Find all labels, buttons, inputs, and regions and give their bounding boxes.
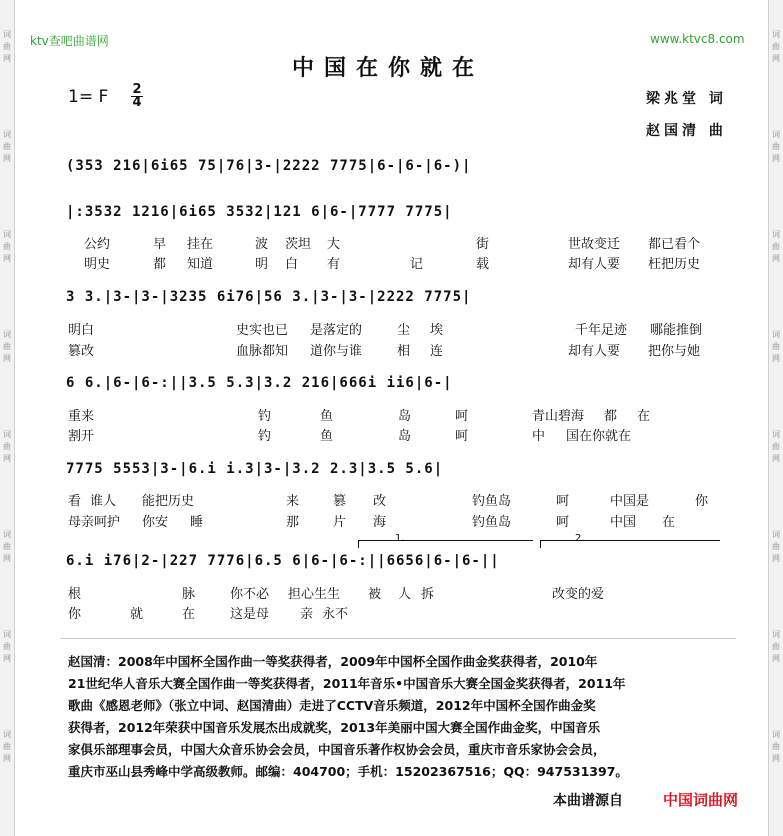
volta-bracket-2 <box>540 540 720 541</box>
volta-bracket-2-leg <box>540 540 541 548</box>
lyric: 明白 <box>68 323 95 338</box>
lyric: 亲 <box>300 607 314 622</box>
source-label: 本曲谱源自 <box>553 793 623 809</box>
lyric: 睡 <box>190 515 204 530</box>
lyric: 都 <box>153 257 167 272</box>
lyric: 改 <box>373 494 387 509</box>
strip-char: 曲 <box>3 642 11 651</box>
bio-line: 赵国清：2008年中国杯全国作曲一等奖获得者，2009年中国杯全国作曲金奖获得者，2010年 <box>68 654 598 669</box>
lyric: 被 <box>368 587 382 602</box>
lyric: 鱼 <box>320 429 334 444</box>
section-divider <box>60 638 736 639</box>
time-signature-bottom: 4 <box>132 95 142 110</box>
lyric: 人 <box>398 587 412 602</box>
strip-char: 曲 <box>772 542 780 551</box>
volta-bracket-1 <box>358 540 533 541</box>
lyric: 鱼 <box>320 409 334 424</box>
lyric: 脉 <box>182 587 196 602</box>
lyric: 呵 <box>455 409 469 424</box>
strip-char: 曲 <box>772 442 780 451</box>
strip-char: 网 <box>772 154 780 163</box>
strip-char: 网 <box>3 654 11 663</box>
lyric: 白 <box>285 257 299 272</box>
notation-line-2: |:3532 1216|6i65 3532|121 6|6-|7777 7775| <box>66 204 453 220</box>
strip-char: 曲 <box>3 242 11 251</box>
lyric: 根 <box>68 587 82 602</box>
lyric: 片 <box>333 515 347 530</box>
strip-char: 网 <box>3 354 11 363</box>
lyric: 枉把历史 <box>648 257 701 272</box>
lyric: 呵 <box>455 429 469 444</box>
lyric: 有 <box>327 257 341 272</box>
lyric: 波 <box>255 237 269 252</box>
strip-char: 词 <box>3 530 11 539</box>
lyric: 担心生生 <box>288 587 341 602</box>
strip-char: 词 <box>772 330 780 339</box>
lyric: 钓鱼岛 <box>472 494 512 509</box>
lyric: 街 <box>476 237 490 252</box>
lyric: 中国是 <box>610 494 650 509</box>
volta-label-1: 1. <box>395 533 405 544</box>
lyric: 钓 <box>258 409 272 424</box>
lyric: 母亲呵护 <box>68 515 121 530</box>
strip-char: 曲 <box>3 42 11 51</box>
bio-line: 歌曲《感恩老师》（张立中词、赵国清曲）走进了CCTV音乐频道，2012年中国杯全国作曲金奖 <box>68 698 596 713</box>
strip-char: 词 <box>3 330 11 339</box>
page-title: 中国在你就在 <box>292 56 485 81</box>
strip-char: 曲 <box>772 642 780 651</box>
strip-char: 网 <box>772 554 780 563</box>
lyric: 你安 <box>142 515 169 530</box>
strip-char: 曲 <box>772 142 780 151</box>
lyric: 把你与她 <box>648 344 701 359</box>
lyric: 中国 <box>610 515 637 530</box>
strip-char: 网 <box>772 354 780 363</box>
strip-char: 词 <box>3 130 11 139</box>
lyric: 连 <box>430 344 444 359</box>
lyric: 明史 <box>84 257 111 272</box>
time-signature <box>131 84 143 109</box>
strip-char: 网 <box>772 454 780 463</box>
lyric: 血脉都知 <box>236 344 289 359</box>
lyric: 埃 <box>430 323 444 338</box>
lyric: 尘 <box>397 323 411 338</box>
strip-char: 网 <box>3 54 11 63</box>
watermark-site-name[interactable]: ktv查吧曲谱网 <box>30 34 109 48</box>
strip-char: 词 <box>3 30 11 39</box>
left-watermark-strip <box>0 0 15 836</box>
strip-char: 词 <box>772 430 780 439</box>
lyric: 相 <box>397 344 411 359</box>
lyric: 载 <box>476 257 490 272</box>
lyric: 这是母 <box>230 607 270 622</box>
strip-char: 网 <box>772 54 780 63</box>
lyric: 史实也已 <box>236 323 289 338</box>
notation-line-1: (353 216|6i65 75|76|3-|2222 7775|6-|6-|6-)| <box>66 158 472 174</box>
lyric: 重来 <box>68 409 95 424</box>
lyric: 公约 <box>84 237 111 252</box>
lyric: 永不 <box>322 607 349 622</box>
strip-char: 词 <box>772 230 780 239</box>
strip-char: 网 <box>772 654 780 663</box>
lyric: 岛 <box>398 429 412 444</box>
lyric: 改变的爱 <box>552 587 605 602</box>
lyric: 都已看个 <box>648 237 701 252</box>
bio-line: 家俱乐部理事会员，中国大众音乐协会会员，中国音乐著作权协会会员，重庆市音乐家协会会员， <box>68 742 606 757</box>
lyric: 在 <box>662 515 676 530</box>
lyric: 钓鱼岛 <box>472 515 512 530</box>
strip-char: 词 <box>3 730 11 739</box>
strip-char: 曲 <box>772 742 780 751</box>
strip-char: 曲 <box>3 542 11 551</box>
lyric: 知道 <box>187 257 214 272</box>
lyric: 钓 <box>258 429 272 444</box>
volta-label-2: 2. <box>575 533 585 544</box>
strip-char: 曲 <box>772 42 780 51</box>
time-signature-top: 2 <box>132 82 142 97</box>
lyric: 记 <box>410 257 424 272</box>
lyric: 是落定的 <box>310 323 363 338</box>
lyric: 割开 <box>68 429 95 444</box>
strip-char: 词 <box>3 230 11 239</box>
lyric: 篡 <box>333 494 347 509</box>
strip-char: 词 <box>772 730 780 739</box>
strip-char: 网 <box>3 754 11 763</box>
lyric: 岛 <box>398 409 412 424</box>
lyric: 青山碧海 <box>532 409 585 424</box>
composer-bio <box>68 651 724 783</box>
lyric: 就 <box>130 607 144 622</box>
bio-line: 获得者，2012年荣获中国音乐发展杰出成就奖，2013年美丽中国大赛全国作曲金奖，中国音乐 <box>68 720 601 735</box>
lyric: 国在你就在 <box>566 429 632 444</box>
lyric: 你 <box>695 494 709 509</box>
key-signature: 1= F <box>68 87 109 107</box>
strip-char: 网 <box>3 554 11 563</box>
notation-line-3: 3 3.|3-|3-|3235 6i76|56 3.|3-|3-|2222 7775| <box>66 289 472 305</box>
lyric: 来 <box>286 494 300 509</box>
strip-char: 曲 <box>3 742 11 751</box>
notation-line-6: 6.i i76|2-|227 7776|6.5 6|6-|6-:||6656|6-|6-|| <box>66 553 500 569</box>
lyric: 道你与谁 <box>310 344 363 359</box>
lyric: 明 <box>255 257 269 272</box>
lyric: 篡改 <box>68 344 95 359</box>
strip-char: 曲 <box>3 442 11 451</box>
strip-char: 词 <box>772 30 780 39</box>
lyric: 能把历史 <box>142 494 195 509</box>
lyric: 挂在 <box>187 237 214 252</box>
strip-char: 词 <box>772 530 780 539</box>
bio-line: 21世纪华人音乐大赛全国作曲一等奖获得者，2011年音乐•中国音乐大赛全国金奖获得者，2011年 <box>68 676 626 691</box>
lyric: 呵 <box>556 494 570 509</box>
watermark-site-url[interactable]: www.ktvc8.com <box>650 32 745 46</box>
lyric: 却有人要 <box>568 257 621 272</box>
lyric: 在 <box>637 409 651 424</box>
lyric: 中 <box>532 429 546 444</box>
lyric: 千年足迹 <box>575 323 628 338</box>
lyric: 大 <box>327 237 341 252</box>
lyricist-credit: 梁兆堂 词 <box>646 91 727 107</box>
strip-char: 网 <box>772 254 780 263</box>
lyric: 那 <box>286 515 300 530</box>
strip-char: 网 <box>3 254 11 263</box>
strip-char: 网 <box>772 754 780 763</box>
strip-char: 网 <box>3 454 11 463</box>
lyric: 都 <box>604 409 618 424</box>
lyric: 在 <box>182 607 196 622</box>
composer-credit: 赵国清 曲 <box>646 123 727 139</box>
lyric: 却有人要 <box>568 344 621 359</box>
right-watermark-strip <box>768 0 783 836</box>
volta-bracket-1-leg <box>358 540 359 548</box>
lyric: 茨坦 <box>285 237 312 252</box>
lyric: 海 <box>373 515 387 530</box>
strip-char: 词 <box>772 130 780 139</box>
lyric: 呵 <box>556 515 570 530</box>
lyric: 世故变迁 <box>568 237 621 252</box>
lyric: 谁人 <box>90 494 117 509</box>
lyric: 你 <box>68 607 82 622</box>
strip-char: 词 <box>3 430 11 439</box>
lyric: 拆 <box>421 587 435 602</box>
notation-line-4: 6 6.|6-|6-:||3.5 5.3|3.2 216|666i ii6|6-| <box>66 375 453 391</box>
notation-line-5: 7775 5553|3-|6.i i.3|3-|3.2 2.3|3.5 5.6| <box>66 461 444 477</box>
strip-char: 曲 <box>3 342 11 351</box>
strip-char: 曲 <box>3 142 11 151</box>
strip-char: 词 <box>3 630 11 639</box>
strip-char: 曲 <box>772 342 780 351</box>
lyric: 你不必 <box>230 587 270 602</box>
strip-char: 词 <box>772 630 780 639</box>
lyric: 哪能推倒 <box>650 323 703 338</box>
strip-char: 曲 <box>772 242 780 251</box>
source-site-link[interactable]: 中国词曲网 <box>663 791 739 809</box>
bio-line: 重庆市巫山县秀峰中学高级教师。邮编：404700；手机：15202367516；QQ：947531397。 <box>68 764 628 779</box>
lyric: 早 <box>153 237 167 252</box>
lyric: 看 <box>68 494 82 509</box>
strip-char: 网 <box>3 154 11 163</box>
